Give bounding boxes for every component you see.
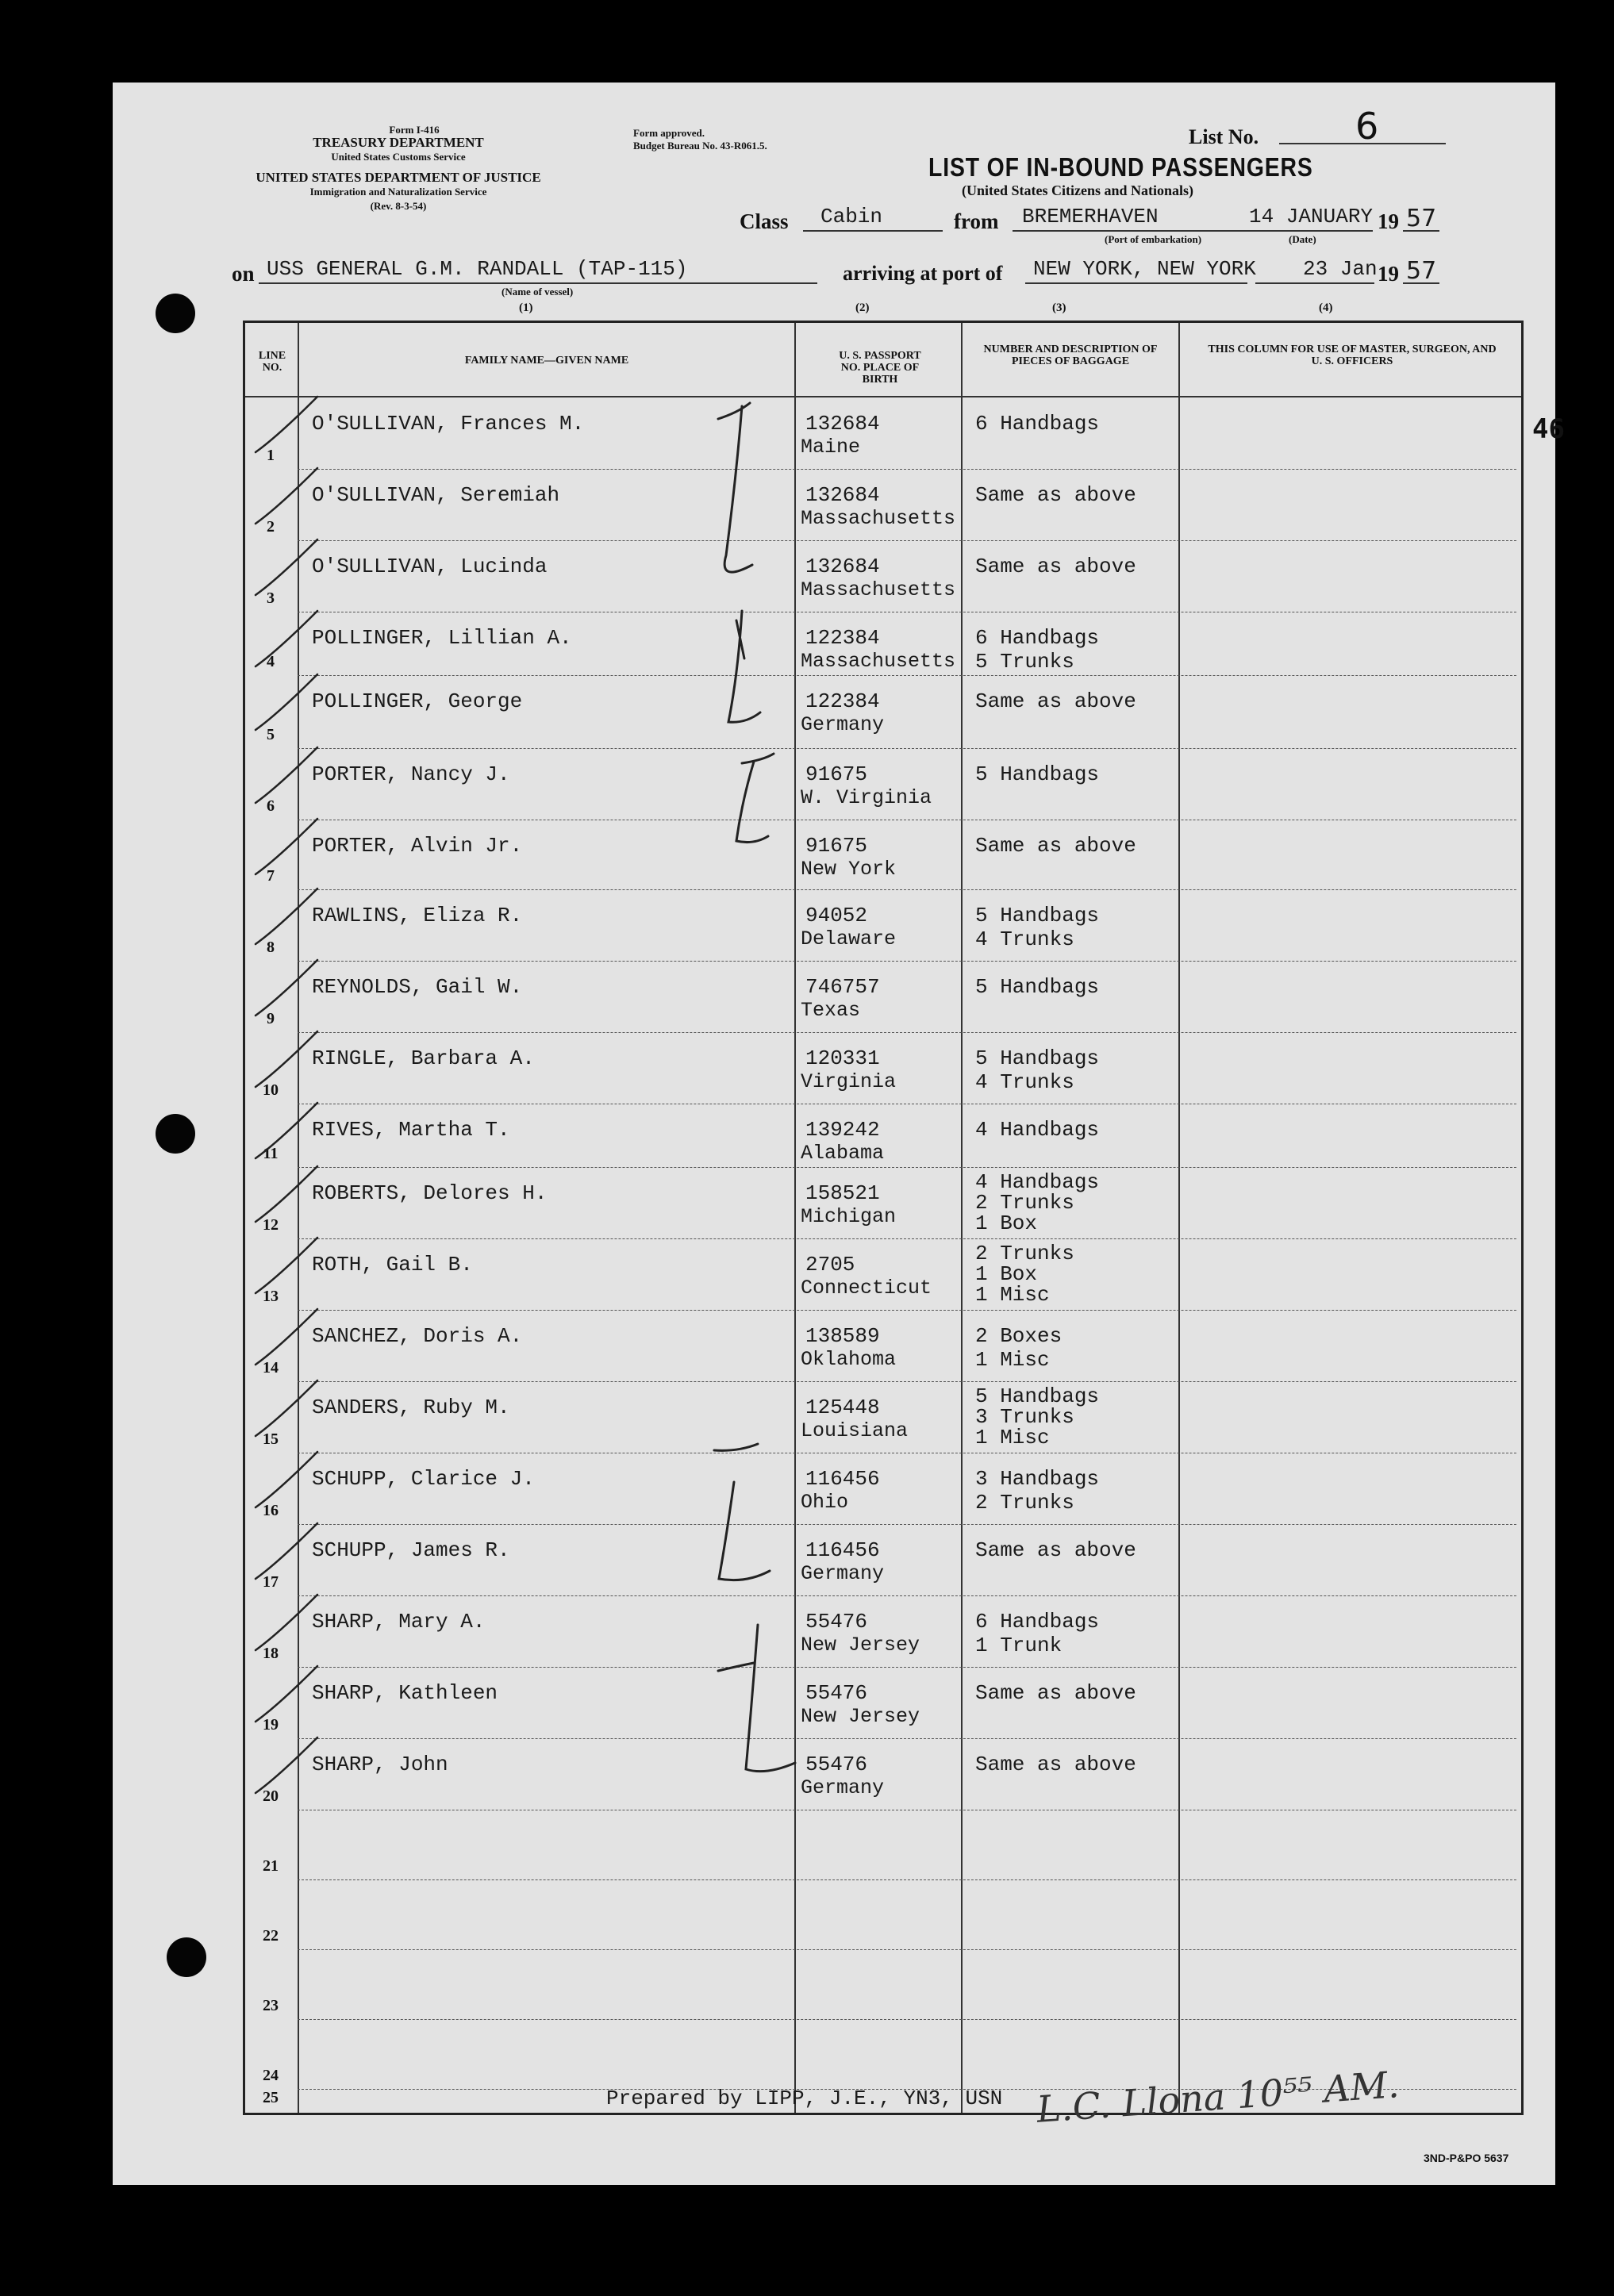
passenger-name: SHARP, Mary A. bbox=[312, 1610, 486, 1634]
baggage-item: Same as above bbox=[975, 1538, 1136, 1562]
baggage-item: Same as above bbox=[975, 1753, 1136, 1776]
header-officers: THIS COLUMN FOR USE OF MASTER, SURGEON, AND U. S. OFFICERS bbox=[1208, 344, 1497, 367]
passenger-name: PORTER, Alvin Jr. bbox=[312, 834, 523, 858]
check-mark bbox=[256, 539, 317, 595]
arrival-date: 23 Jan bbox=[1303, 257, 1378, 281]
check-mark bbox=[256, 1380, 317, 1436]
header-passport: U. S. PASSPORT NO. PLACE OF BIRTH bbox=[839, 350, 921, 386]
baggage-item: 1 Box bbox=[975, 1262, 1038, 1286]
passport-number: 158521 bbox=[805, 1181, 880, 1205]
passport-number: 139242 bbox=[805, 1118, 880, 1142]
baggage-item: 2 Trunks bbox=[975, 1242, 1074, 1265]
baggage-item: 5 Handbags bbox=[975, 904, 1100, 927]
check-mark bbox=[256, 889, 317, 944]
col-number-3: (3) bbox=[1052, 301, 1066, 314]
arriving-label: arriving at port of bbox=[843, 262, 1003, 285]
line-number: 5 bbox=[267, 726, 275, 743]
line-number: 13 bbox=[263, 1288, 279, 1305]
baggage-item: 2 Trunks bbox=[975, 1491, 1074, 1515]
col-number-1: (1) bbox=[519, 301, 533, 314]
passport-number: 2705 bbox=[805, 1253, 855, 1277]
col-number-2: (2) bbox=[855, 301, 870, 314]
baggage-item: Same as above bbox=[975, 689, 1136, 713]
check-mark bbox=[256, 674, 317, 730]
baggage-item: 5 Trunks bbox=[975, 650, 1074, 674]
form-approved: Form approved. bbox=[633, 127, 705, 139]
place-of-birth: Ohio bbox=[801, 1491, 849, 1514]
place-of-birth: Massachusetts bbox=[801, 650, 956, 673]
passenger-name: O'SULLIVAN, Frances M. bbox=[312, 412, 585, 436]
baggage-item: 4 Trunks bbox=[975, 927, 1074, 951]
place-of-birth: Delaware bbox=[801, 927, 897, 950]
line-number: 8 bbox=[267, 939, 275, 956]
check-mark bbox=[256, 468, 317, 524]
passenger-name: RINGLE, Barbara A. bbox=[312, 1046, 535, 1070]
baggage-item: 4 Trunks bbox=[975, 1070, 1074, 1094]
passenger-name: RAWLINS, Eliza R. bbox=[312, 904, 523, 927]
baggage-item: 6 Handbags bbox=[975, 1610, 1100, 1634]
place-of-birth: Massachusetts bbox=[801, 578, 956, 601]
revision-date: (Rev. 8-3-54) bbox=[370, 200, 427, 212]
passenger-name: SHARP, John bbox=[312, 1753, 448, 1776]
passenger-name: SCHUPP, James R. bbox=[312, 1538, 510, 1562]
check-mark bbox=[256, 747, 317, 803]
line-number: 20 bbox=[263, 1787, 279, 1805]
check-mark bbox=[256, 819, 317, 874]
line-number: 11 bbox=[263, 1145, 279, 1162]
class-label: Class bbox=[740, 209, 789, 233]
check-mark bbox=[256, 1737, 317, 1793]
check-mark bbox=[256, 1166, 317, 1222]
baggage-item: 1 Misc bbox=[975, 1283, 1050, 1307]
passport-number: 132684 bbox=[805, 483, 880, 507]
baggage-item: 6 Handbags bbox=[975, 412, 1100, 436]
passport-number: 116456 bbox=[805, 1467, 880, 1491]
prepared-by: Prepared by LIPP, J.E., YN3, USN bbox=[606, 2087, 1003, 2110]
place-of-birth: Massachusetts bbox=[801, 507, 956, 530]
passport-number: 120331 bbox=[805, 1046, 880, 1070]
passport-number: 746757 bbox=[805, 975, 880, 999]
line-number: 18 bbox=[263, 1645, 279, 1662]
line-number: 25 bbox=[263, 2089, 279, 2106]
passenger-name: PORTER, Nancy J. bbox=[312, 762, 510, 786]
from-label: from bbox=[954, 209, 999, 233]
baggage-item: 5 Handbags bbox=[975, 975, 1100, 999]
line-number: 17 bbox=[263, 1573, 279, 1591]
baggage-item: 1 Misc bbox=[975, 1426, 1050, 1449]
page-title: LIST OF IN-BOUND PASSENGERS bbox=[928, 152, 1313, 182]
arrival-port: NEW YORK, NEW YORK bbox=[1033, 257, 1256, 281]
passport-number: 132684 bbox=[805, 412, 880, 436]
printer-code: 3ND-P&PO 5637 bbox=[1424, 2152, 1509, 2164]
port-embarkation-caption: (Port of embarkation) bbox=[1105, 233, 1202, 245]
from-value: BREMERHAVEN bbox=[1022, 205, 1159, 228]
class-value: Cabin bbox=[820, 205, 883, 228]
check-mark bbox=[256, 1031, 317, 1087]
passport-number: 122384 bbox=[805, 626, 880, 650]
line-number: 4 bbox=[267, 653, 275, 670]
header-name: FAMILY NAME—GIVEN NAME bbox=[464, 355, 629, 367]
baggage-item: Same as above bbox=[975, 1681, 1136, 1705]
passport-number: 91675 bbox=[805, 834, 868, 858]
place-of-birth: New Jersey bbox=[801, 1705, 920, 1728]
line-number: 2 bbox=[267, 518, 275, 536]
passenger-name: O'SULLIVAN, Lucinda bbox=[312, 555, 548, 578]
passenger-name: REYNOLDS, Gail W. bbox=[312, 975, 523, 999]
baggage-item: 1 Trunk bbox=[975, 1634, 1063, 1657]
line-number: 12 bbox=[263, 1216, 279, 1234]
line-number: 15 bbox=[263, 1430, 279, 1448]
passport-number: 132684 bbox=[805, 555, 880, 578]
passport-number: 138589 bbox=[805, 1324, 880, 1348]
customs-service: United States Customs Service bbox=[331, 151, 466, 163]
baggage-item: 6 Handbags bbox=[975, 626, 1100, 650]
immigration-service: Immigration and Naturalization Service bbox=[309, 186, 487, 198]
baggage-item: 5 Handbags bbox=[975, 1384, 1100, 1408]
check-mark bbox=[256, 397, 317, 452]
vessel-caption: (Name of vessel) bbox=[501, 286, 574, 298]
line-number: 21 bbox=[263, 1857, 279, 1875]
place-of-birth: Virginia bbox=[801, 1070, 897, 1093]
baggage-item: Same as above bbox=[975, 834, 1136, 858]
place-of-birth: Germany bbox=[801, 713, 885, 736]
line-number: 10 bbox=[263, 1081, 279, 1099]
line-number: 3 bbox=[267, 589, 275, 607]
line-number: 24 bbox=[263, 2067, 279, 2084]
date-value: 14 JANUARY bbox=[1249, 205, 1374, 228]
budget-bureau: Budget Bureau No. 43-R061.5. bbox=[633, 140, 767, 152]
date-caption: (Date) bbox=[1289, 233, 1316, 245]
place-of-birth: Maine bbox=[801, 436, 861, 459]
line-number: 23 bbox=[263, 1997, 279, 2014]
header-baggage: NUMBER AND DESCRIPTION OF PIECES OF BAGGAGE bbox=[983, 344, 1158, 367]
check-mark bbox=[256, 1666, 317, 1722]
baggage-item: 2 Trunks bbox=[975, 1191, 1074, 1215]
baggage-item: Same as above bbox=[975, 483, 1136, 507]
line-number: 22 bbox=[263, 1927, 279, 1945]
baggage-item: 3 Handbags bbox=[975, 1467, 1100, 1491]
baggage-item: 1 Misc bbox=[975, 1348, 1050, 1372]
passport-number: 55476 bbox=[805, 1681, 868, 1705]
place-of-birth: Michigan bbox=[801, 1205, 897, 1228]
check-mark bbox=[256, 1238, 317, 1293]
place-of-birth: Louisiana bbox=[801, 1419, 909, 1442]
baggage-item: 3 Trunks bbox=[975, 1405, 1074, 1429]
line-number: 1 bbox=[267, 447, 275, 464]
line-number: 16 bbox=[263, 1502, 279, 1519]
check-mark bbox=[256, 611, 317, 666]
place-of-birth: Texas bbox=[801, 999, 861, 1022]
check-mark bbox=[256, 1452, 317, 1507]
passport-number: 55476 bbox=[805, 1610, 868, 1634]
passenger-name: SCHUPP, Clarice J. bbox=[312, 1467, 535, 1491]
passenger-name: POLLINGER, Lillian A. bbox=[312, 626, 572, 650]
place-of-birth: Oklahoma bbox=[801, 1348, 897, 1371]
form-number: Form I-416 bbox=[389, 124, 440, 136]
baggage-item: Same as above bbox=[975, 555, 1136, 578]
year-value: 57 bbox=[1406, 205, 1437, 232]
treasury-department: TREASURY DEPARTMENT bbox=[313, 135, 484, 150]
col-number-4: (4) bbox=[1319, 301, 1333, 314]
passenger-name: RIVES, Martha T. bbox=[312, 1118, 510, 1142]
passport-number: 125448 bbox=[805, 1396, 880, 1419]
passport-number: 122384 bbox=[805, 689, 880, 713]
passenger-name: ROTH, Gail B. bbox=[312, 1253, 473, 1277]
officer-signature: L.C. Llona 10⁵⁵ AM. bbox=[1035, 2063, 1401, 2131]
baggage-item: 5 Handbags bbox=[975, 762, 1100, 786]
passport-number: 55476 bbox=[805, 1753, 868, 1776]
baggage-item: 4 Handbags bbox=[975, 1170, 1100, 1194]
check-mark bbox=[256, 1309, 317, 1365]
line-number: 6 bbox=[267, 797, 275, 815]
check-mark bbox=[256, 1523, 317, 1579]
arrival-year-prefix: 19 bbox=[1378, 262, 1399, 286]
passenger-name: POLLINGER, George bbox=[312, 689, 523, 713]
place-of-birth: Germany bbox=[801, 1562, 885, 1585]
list-no-label: List No. bbox=[1189, 125, 1259, 148]
place-of-birth: Alabama bbox=[801, 1142, 885, 1165]
justice-department: UNITED STATES DEPARTMENT OF JUSTICE bbox=[256, 170, 541, 185]
baggage-item: 4 Handbags bbox=[975, 1118, 1100, 1142]
passport-number: 91675 bbox=[805, 762, 868, 786]
officer-note: 46 bbox=[1532, 413, 1565, 445]
place-of-birth: New York bbox=[801, 858, 897, 881]
baggage-item: 2 Boxes bbox=[975, 1324, 1063, 1348]
passport-number: 94052 bbox=[805, 904, 868, 927]
place-of-birth: Connecticut bbox=[801, 1277, 932, 1300]
line-number: 7 bbox=[267, 867, 275, 885]
place-of-birth: W. Virginia bbox=[801, 786, 932, 809]
check-mark bbox=[256, 1595, 317, 1650]
line-number: 19 bbox=[263, 1716, 279, 1734]
vessel-name: USS GENERAL G.M. RANDALL (TAP-115) bbox=[267, 257, 688, 281]
line-number: 14 bbox=[263, 1359, 279, 1376]
header-line-no: LINE NO. bbox=[258, 350, 286, 374]
passenger-name: SHARP, Kathleen bbox=[312, 1681, 498, 1705]
passport-number: 116456 bbox=[805, 1538, 880, 1562]
line-number: 9 bbox=[267, 1010, 275, 1027]
place-of-birth: New Jersey bbox=[801, 1634, 920, 1657]
passenger-name: ROBERTS, Delores H. bbox=[312, 1181, 548, 1205]
list-no-value: 6 bbox=[1355, 105, 1379, 148]
year-prefix: 19 bbox=[1378, 209, 1399, 233]
passenger-name: SANDERS, Ruby M. bbox=[312, 1396, 510, 1419]
check-mark bbox=[256, 1103, 317, 1158]
passenger-name: SANCHEZ, Doris A. bbox=[312, 1324, 523, 1348]
passenger-name: O'SULLIVAN, Seremiah bbox=[312, 483, 560, 507]
arrival-year: 57 bbox=[1406, 257, 1437, 285]
on-label: on bbox=[232, 262, 255, 286]
page-subtitle: (United States Citizens and Nationals) bbox=[962, 182, 1194, 198]
place-of-birth: Germany bbox=[801, 1776, 885, 1799]
baggage-item: 5 Handbags bbox=[975, 1046, 1100, 1070]
baggage-item: 1 Box bbox=[975, 1211, 1038, 1235]
check-mark bbox=[256, 960, 317, 1016]
